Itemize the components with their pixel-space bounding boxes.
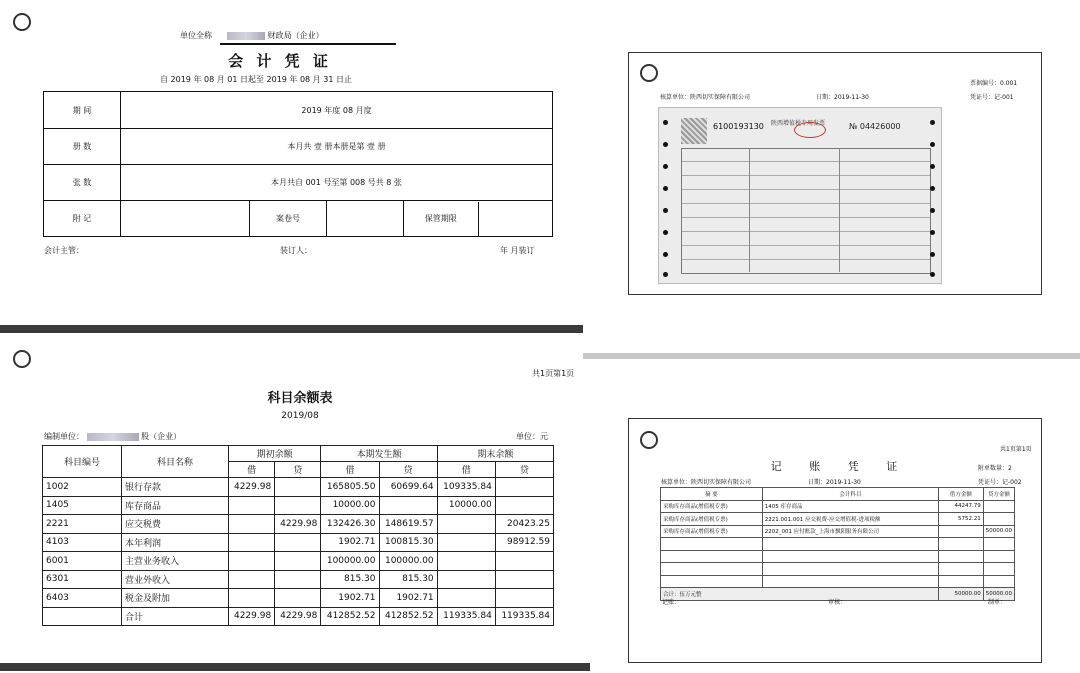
p1-note-value [121,201,250,237]
col-credit: 贷 [495,462,553,478]
p1-unit-redacted [227,32,265,40]
col-opening: 期初余额 [229,446,321,462]
p1-title: 会 计 凭 证 [228,52,332,70]
p1-retention-label: 保管期限 [404,202,479,236]
cell-ed [437,552,495,571]
col-account: 会计科目 [762,488,938,501]
cell-od [229,496,275,515]
cell-name: 主营业务收入 [122,552,229,571]
cell-cc: 100000.00 [379,552,437,571]
cell-oc [275,533,321,552]
cell-oc: 4229.98 [275,607,321,626]
cell-cc [379,496,437,515]
cell-name: 本年利润 [122,533,229,552]
cell-code: 6403 [43,589,122,608]
cell-ec: 98912.59 [495,533,553,552]
cell-debit [938,538,983,551]
p4-date: 日期：2019-11-30 [808,479,861,486]
p1-archive-label: 案卷号 [250,201,327,237]
p1-retention-cell [404,201,553,237]
cell-account [762,538,938,551]
cell-ed [437,515,495,534]
cell-account: 2202_001 应付账款_上海市飘阳服务有限公司 [762,525,938,538]
col-credit: 贷 [379,462,437,478]
cell-ed [437,533,495,552]
cell-cc: 100815.30 [379,533,437,552]
invoice-serial: № 04426000 [849,122,901,131]
cell-account [762,550,938,563]
p2-date: 日期：2019-11-30 [816,94,869,101]
cell-summary [661,538,763,551]
select-radio-4[interactable] [640,431,658,449]
cell-ec [495,552,553,571]
cell-cc: 815.30 [379,570,437,589]
panel-divider [0,663,590,671]
invoice-body-grid [681,148,931,274]
invoice-title: 陕西增值税专用发票 [771,120,826,127]
col-debit: 借 [437,462,495,478]
panel-divider [0,325,583,333]
p2-code: 票据编号：0.001 [970,80,1018,87]
cell-oc [275,589,321,608]
cell-ec: 119335.84 [495,607,553,626]
cell-credit [983,500,1014,513]
p4-total-credit: 50000.00 [983,588,1014,601]
p1-footer-right: 年 月装订 [500,246,535,255]
cell-credit: 50000.00 [983,525,1014,538]
p3-unit-redacted [87,433,139,441]
cell-cd: 10000.00 [321,496,379,515]
p4-company: 核算单位：陕西切实保障有限公司 [661,479,752,486]
cell-name: 应交税费 [122,515,229,534]
balance-table-body [43,478,554,626]
cell-account [762,575,938,588]
col-current: 本期发生额 [321,446,437,462]
cell-od: 4229.98 [229,478,275,497]
cell-cd: 1902.71 [321,533,379,552]
table-row [661,575,1015,588]
col-credit: 贷 [275,462,321,478]
cell-code: 1405 [43,496,122,515]
table-row [661,538,1015,551]
p1-row-value: 本月共自 001 号至第 008 号共 8 张 [121,165,553,201]
invoice-qr [681,118,707,144]
table-row [661,525,1015,538]
col-debit-amount: 借方金额 [938,488,983,501]
p1-cover-table [43,91,553,237]
cell-debit [938,563,983,576]
col-summary: 摘 要 [661,488,763,501]
cell-od [229,570,275,589]
p1-row-label: 册 数 [44,129,121,165]
cell-credit [983,513,1014,526]
cell-cc: 148619.57 [379,515,437,534]
p3-unit-right: 单位：元 [516,432,548,441]
table-row [661,563,1015,576]
table-row [661,550,1015,563]
p4-attach: 附单数量：2 [978,465,1012,472]
cell-debit [938,550,983,563]
cell-cd: 815.30 [321,570,379,589]
balance-table [42,445,554,626]
col-debit: 借 [321,462,379,478]
p4-reviewer: 审核： [828,599,847,606]
cell-name: 税金及附加 [122,589,229,608]
cell-code: 1002 [43,478,122,497]
cell-code: 6301 [43,570,122,589]
p3-title: 科目余额表 [267,391,333,406]
select-radio-2[interactable] [640,64,658,82]
cell-account [762,563,938,576]
cell-ed: 119335.84 [437,607,495,626]
panel-divider [583,353,1080,359]
p2-voucher: 凭证号：记-001 [970,94,1014,101]
cell-oc: 4229.98 [275,515,321,534]
p1-unit-underline [220,43,396,45]
cell-cd: 100000.00 [321,552,379,571]
p1-archive-value [327,201,404,237]
cell-name: 库存商品 [122,496,229,515]
cell-code: 6001 [43,552,122,571]
cell-cd: 1902.71 [321,589,379,608]
cell-ed: 109335.84 [437,478,495,497]
voucher-table [660,487,1015,601]
col-debit: 借 [229,462,275,478]
invoice-scan [658,107,942,284]
cell-od [229,589,275,608]
table-row [43,607,554,626]
col-closing: 期末余额 [437,446,553,462]
p1-row-value: 2019 年度 08 月度 [121,92,553,129]
p4-total-debit: 50000.00 [938,588,983,601]
cell-summary [661,563,763,576]
cell-oc [275,478,321,497]
invoice-stamp [794,122,826,138]
p3-unit-left: 编制单位： [44,432,84,441]
cell-summary: 采购库存商品(增值税专票) [661,513,763,526]
table-row [43,515,554,534]
cell-cd: 132426.30 [321,515,379,534]
cell-debit: 44247.79 [938,500,983,513]
p3-period: 2019/08 [281,411,319,421]
cell-summary [661,550,763,563]
p1-note-label: 附 记 [44,201,121,237]
cell-cd: 412852.52 [321,607,379,626]
cell-credit [983,538,1014,551]
select-radio-3[interactable] [13,350,31,368]
p4-total-label: 合计：伍万元整 [661,588,939,601]
cell-ed [437,589,495,608]
voucher-table-body [661,500,1015,588]
cell-account: 2221.001.001 应交税费-应交增值税-进项税额 [762,513,938,526]
cell-cd: 165805.50 [321,478,379,497]
invoice-no: 6100193130 [713,122,764,131]
p1-unit-suffix: 财政局（企业） [267,31,324,40]
cell-od [229,533,275,552]
cell-cc: 1902.71 [379,589,437,608]
table-row [43,570,554,589]
p1-row-label: 期 间 [44,92,121,129]
cell-summary [661,575,763,588]
col-code: 科目编号 [43,446,122,478]
table-row [43,589,554,608]
cell-credit [983,575,1014,588]
p4-bookkeeper: 记账： [662,599,681,606]
cell-name: 合计 [122,607,229,626]
p1-unit-line [180,30,324,41]
p4-maker: 制单： [988,599,1007,606]
cell-summary: 采购库存商品(增值税专票) [661,525,763,538]
cell-ec [495,496,553,515]
col-name: 科目名称 [122,446,229,478]
table-row [43,533,554,552]
cell-oc [275,570,321,589]
cell-od [229,552,275,571]
cell-cc: 60699.64 [379,478,437,497]
cell-debit [938,575,983,588]
p1-footer-left: 会计主管： [44,246,84,255]
cell-ec: 20423.25 [495,515,553,534]
p3-unit-left-line [44,431,181,442]
cell-credit [983,563,1014,576]
cell-oc [275,552,321,571]
cell-ec [495,478,553,497]
cell-summary: 采购库存商品(增值税专票) [661,500,763,513]
cell-ed [437,570,495,589]
table-row [43,496,554,515]
cell-credit [983,550,1014,563]
cell-cc: 412852.52 [379,607,437,626]
select-radio-1[interactable] [13,13,31,31]
p3-unit-left-suffix: 股（企业） [141,432,182,441]
cell-code: 2221 [43,515,122,534]
p1-row-label: 张 数 [44,165,121,201]
p2-company: 核算单位：陕西切实保障有限公司 [660,94,751,101]
cell-ec [495,589,553,608]
table-row [661,500,1015,513]
table-row [661,513,1015,526]
p4-title: 记 账 凭 证 [770,460,910,473]
table-row [43,552,554,571]
p3-page-info: 共1页第1页 [532,369,575,378]
col-credit-amount: 贷方金额 [983,488,1014,501]
cell-name: 银行存款 [122,478,229,497]
cell-od [229,515,275,534]
p1-date-line: 自 2019 年 08 月 01 日起至 2019 年 08 月 31 日止 [160,75,352,84]
cell-ed: 10000.00 [437,496,495,515]
cell-account: 1405 库存商品 [762,500,938,513]
cell-code [43,607,122,626]
table-row [43,478,554,497]
cell-ec [495,570,553,589]
cell-debit: 5752.21 [938,513,983,526]
cell-name: 营业外收入 [122,570,229,589]
p1-row-value: 本月共 壹 册本册是第 壹 册 [121,129,553,165]
p1-unit-label: 单位全称 [180,31,212,40]
cell-code: 4103 [43,533,122,552]
p1-footer-mid: 装订人： [280,246,312,255]
p4-page-info: 共1页第1页 [1000,446,1032,453]
cell-od: 4229.98 [229,607,275,626]
cell-debit [938,525,983,538]
p4-voucher: 凭证号：记-002 [978,479,1022,486]
cell-oc [275,496,321,515]
